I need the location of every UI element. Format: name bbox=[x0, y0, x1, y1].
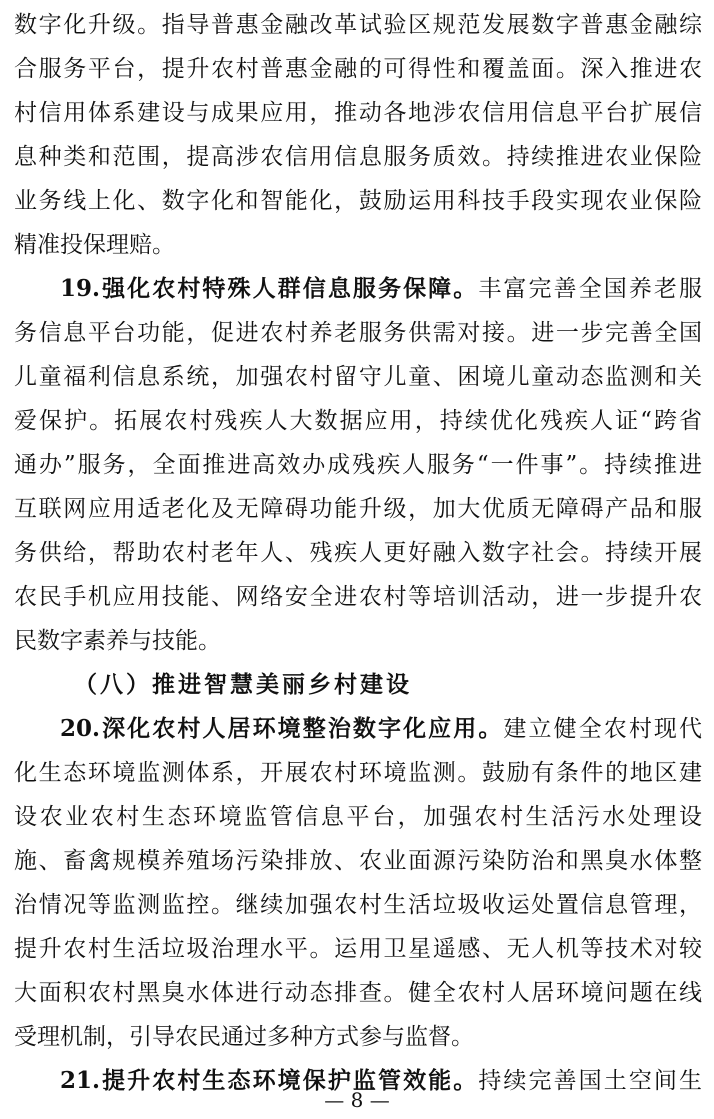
paragraph-line: 息种类和范围，提高涉农信用信息服务质效。持续推进农业保险 bbox=[14, 144, 702, 170]
paragraph-line: 互联网应用适老化及无障碍功能升级，加大优质无障碍产品和服 bbox=[14, 496, 702, 522]
paragraph-line: 受理机制，引导农民通过多种方式参与监督。 bbox=[14, 1024, 474, 1050]
paragraph-line: 务信息平台功能，促进农村养老服务供需对接。进一步完善全国 bbox=[14, 320, 702, 346]
paragraph-line: 通办”服务，全面推进高效办成残疾人服务“一件事”。持续推进 bbox=[14, 452, 702, 478]
paragraph-line: 大面积农村黑臭水体进行动态排查。健全农村人居环境问题在线 bbox=[14, 980, 702, 1006]
paragraph-line: 农民手机应用技能、网络安全进农村等培训活动，进一步提升农 bbox=[14, 584, 702, 610]
item-20-first-line bbox=[60, 707, 702, 751]
paragraph-line: 业务线上化、数字化和智能化，鼓励运用科技手段实现农业保险 bbox=[14, 188, 702, 214]
paragraph-line: 务供给，帮助农村老年人、残疾人更好融入数字社会。持续开展 bbox=[14, 540, 702, 566]
paragraph-line: 施、畜禽规模养殖场污染排放、农业面源污染防治和黑臭水体整 bbox=[14, 848, 702, 874]
paragraph-line: 儿童福利信息系统，加强农村留守儿童、困境儿童动态监测和关 bbox=[14, 364, 702, 390]
page-number: — 8 — bbox=[324, 1088, 390, 1112]
item-21-text: 持续完善国土空间生 bbox=[478, 1068, 702, 1094]
section-heading: （八）推进智慧美丽乡村建设 bbox=[74, 671, 412, 698]
paragraph-line: 数字化升级。指导普惠金融改革试验区规范发展数字普惠金融综 bbox=[14, 12, 702, 38]
paragraph-line: 合服务平台，提升农村普惠金融的可得性和覆盖面。深入推进农 bbox=[14, 56, 702, 82]
paragraph-line: 设农业农村生态环境监管信息平台，加强农村生活污水处理设 bbox=[14, 804, 702, 830]
item-19-title: 19.强化农村特殊人群信息服务保障。 bbox=[60, 275, 479, 302]
paragraph-line: 民数字素养与技能。 bbox=[14, 628, 221, 654]
item-21-title: 21.提升农村生态环境保护监管效能。 bbox=[60, 1067, 479, 1094]
paragraph-line: 精准投保理赔。 bbox=[14, 232, 175, 258]
paragraph-line: 治情况等监测监控。继续加强农村生活垃圾收运处置信息管理， bbox=[14, 892, 702, 918]
paragraph-line: 提升农村生活垃圾治理水平。运用卫星遥感、无人机等技术对较 bbox=[14, 936, 702, 962]
paragraph-line: 化生态环境监测体系，开展农村环境监测。鼓励有条件的地区建 bbox=[14, 760, 702, 786]
item-19-first-line bbox=[60, 267, 702, 311]
paragraph-line: 爱保护。拓展农村残疾人大数据应用，持续优化残疾人证“跨省 bbox=[14, 408, 702, 434]
item-20-title: 20.深化农村人居环境整治数字化应用。 bbox=[60, 715, 504, 742]
paragraph-line: 村信用体系建设与成果应用，推动各地涉农信用信息平台扩展信 bbox=[14, 100, 702, 126]
item-19-text: 丰富完善全国养老服 bbox=[478, 276, 702, 302]
item-20-text: 建立健全农村现代 bbox=[503, 716, 702, 742]
